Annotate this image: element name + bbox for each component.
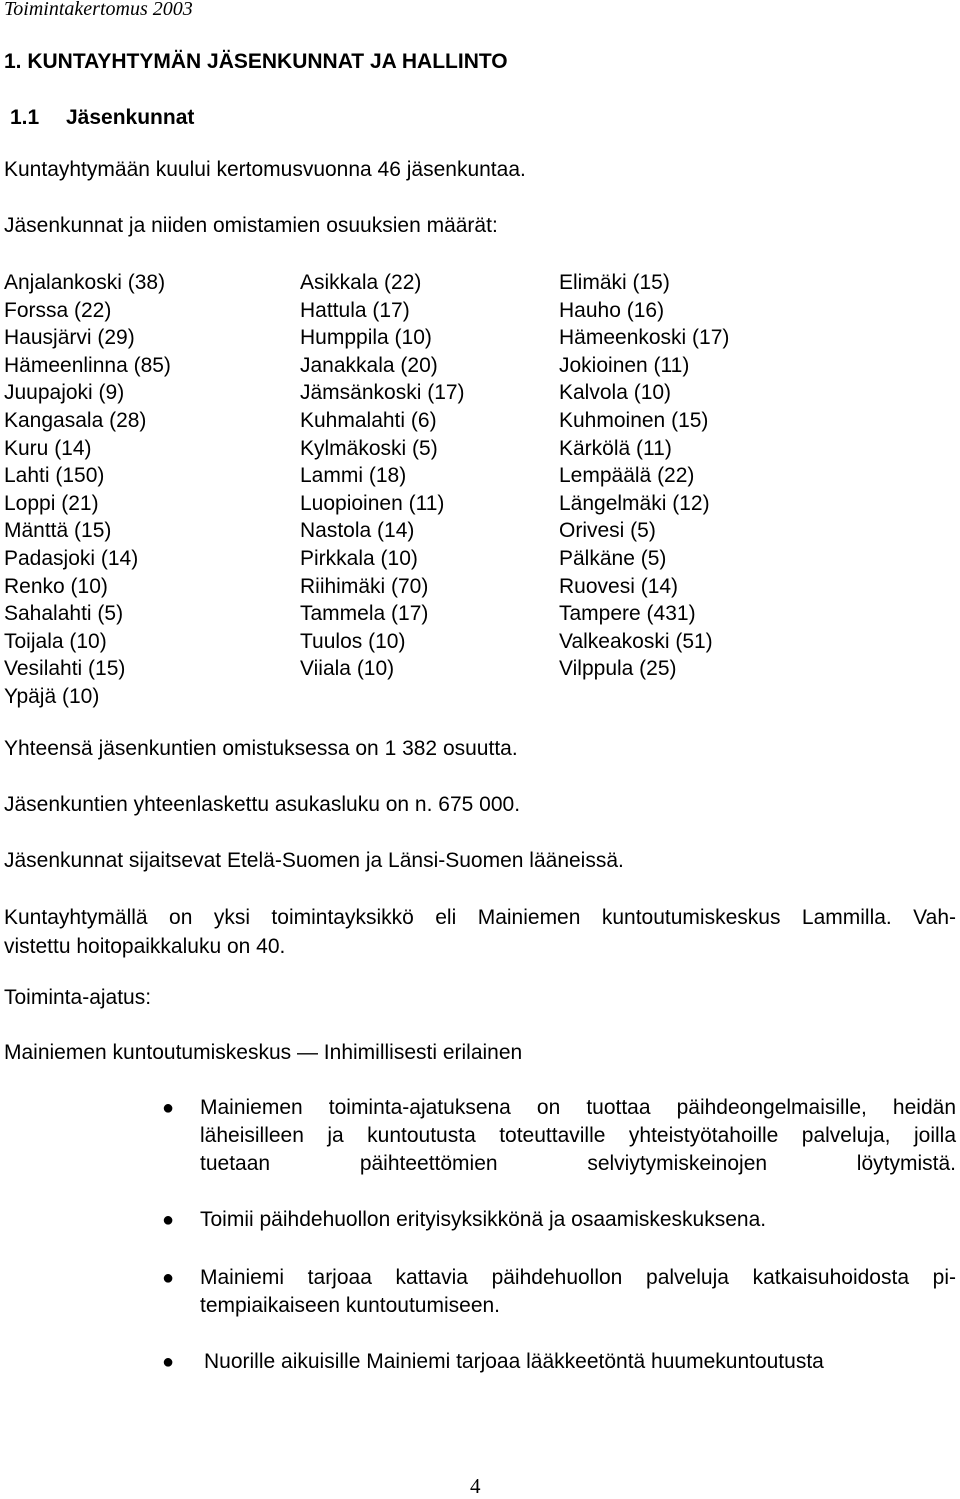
member-item: Viiala (10): [300, 657, 395, 681]
member-item: Humppila (10): [300, 326, 432, 350]
member-column-3: [559, 269, 729, 683]
member-item: Renko (10): [4, 574, 108, 598]
bullet-icon: ●: [162, 1351, 175, 1373]
section-title: Jäsenkunnat: [66, 106, 195, 129]
member-item: Ruovesi (14): [559, 574, 679, 598]
bullet-icon: ●: [162, 1267, 175, 1289]
member-item: Lahti (150): [4, 464, 105, 488]
bullet-icon: ●: [162, 1209, 175, 1231]
member-item: Padasjoki (14): [4, 546, 139, 570]
member-item: Vilppula (25): [559, 657, 677, 681]
member-item: Längelmäki (12): [559, 491, 710, 515]
member-item: Kuhmalahti (6): [300, 408, 437, 432]
member-item: Hausjärvi (29): [4, 326, 135, 350]
page-number: 4: [470, 1474, 481, 1498]
bullet-line: Mainiemen toiminta-ajatuksena on tuottaa päihdeongelmaisille, heidän: [200, 1096, 956, 1119]
member-item: Hattula (17): [300, 298, 410, 322]
member-item: Elimäki (15): [559, 271, 670, 294]
chapter-heading: 1. KUNTAYHTYMÄN JÄSENKUNNAT JA HALLINTO: [4, 50, 508, 73]
member-item: Luopioinen (11): [300, 491, 445, 515]
unit-paragraph-line-2: vistettu hoitopaikkaluku on 40.: [4, 935, 286, 958]
member-item: Kuhmoinen (15): [559, 408, 709, 432]
member-item: Kylmäkoski (5): [300, 436, 438, 460]
member-item: Forssa (22): [4, 298, 112, 322]
member-item: Hämeenkoski (17): [559, 326, 730, 350]
mission-statement: Mainiemen kuntoutumiskeskus — Inhimillisesti erilainen: [4, 1041, 523, 1064]
member-item: Sahalahti (5): [4, 602, 124, 626]
member-item: Tammela (17): [300, 602, 429, 626]
member-item: Janakkala (20): [300, 353, 438, 377]
bullet-text: [200, 1094, 956, 1178]
intro-paragraph: Kuntayhtymään kuului kertomusvuonna 46 jäsenkuntaa.: [4, 158, 526, 181]
bullet-text: Toimii päihdehuollon erityisyksikkönä ja osaamiskeskuksena.: [200, 1208, 767, 1231]
total-shares: Yhteensä jäsenkuntien omistuksessa on 1 382 osuutta.: [4, 737, 518, 760]
bullet-line: tuetaan päihteettömien selviytymiskeinojen löytymistä.: [200, 1152, 956, 1175]
member-item: Kuru (14): [4, 436, 92, 460]
member-item: Kärkölä (11): [559, 436, 672, 460]
member-item: Hauho (16): [559, 298, 665, 322]
member-item: Valkeakoski (51): [559, 629, 713, 653]
unit-paragraph: [4, 903, 956, 961]
member-item: Pirkkala (10): [300, 546, 418, 570]
member-item: Juupajoki (9): [4, 381, 125, 405]
member-item: Lammi (18): [300, 464, 407, 488]
member-item: Jämsänkoski (17): [300, 381, 465, 405]
running-header: Toimintakertomus 2003: [4, 0, 193, 20]
member-item: Asikkala (22): [300, 271, 422, 294]
member-item: Pälkäne (5): [559, 546, 667, 570]
bullet-text: Nuorille aikuisille Mainiemi tarjoaa lääkkeetöntä huumekuntoutusta: [204, 1350, 824, 1373]
member-item: Orivesi (5): [559, 519, 656, 543]
member-item: Tuulos (10): [300, 629, 406, 653]
bullet-icon: ●: [162, 1097, 175, 1119]
member-item: Anjalankoski (38): [4, 271, 166, 294]
member-item: Kangasala (28): [4, 408, 147, 432]
member-item: Ypäjä (10): [4, 684, 100, 708]
member-location: Jäsenkunnat sijaitsevat Etelä-Suomen ja Länsi-Suomen lääneissä.: [4, 849, 624, 872]
member-item: Hämeenlinna (85): [4, 353, 171, 377]
mission-label: Toiminta-ajatus:: [4, 986, 152, 1009]
bullet-line: tempiaikaiseen kuntoutumiseen.: [200, 1294, 501, 1317]
total-population: Jäsenkuntien yhteenlaskettu asukasluku on n. 675 000.: [4, 793, 521, 816]
section-number: 1.1: [10, 106, 40, 129]
member-item: Kalvola (10): [559, 381, 672, 405]
member-item: Riihimäki (70): [300, 574, 429, 598]
section-heading: [10, 106, 194, 130]
member-column-1: [4, 269, 171, 711]
list-intro: Jäsenkunnat ja niiden omistamien osuuksien määrät:: [4, 214, 498, 237]
member-item: Toijala (10): [4, 629, 107, 653]
member-item: Loppi (21): [4, 491, 99, 515]
member-item: Mänttä (15): [4, 519, 112, 543]
bullet-line: läheisilleen ja kuntoutusta toteuttaville yhteistyötahoille palveluja, joilla: [200, 1124, 956, 1147]
member-item: Nastola (14): [300, 519, 415, 543]
bullet-text: [200, 1264, 956, 1320]
member-item: Jokioinen (11): [559, 353, 690, 377]
member-item: Lempäälä (22): [559, 464, 695, 488]
member-item: Tampere (431): [559, 602, 696, 626]
member-column-2: [300, 269, 465, 683]
member-item: Vesilahti (15): [4, 657, 126, 681]
bullet-line: Mainiemi tarjoaa kattavia päihdehuollon palveluja katkaisuhoidosta pi-: [200, 1266, 956, 1289]
unit-paragraph-line-1: Kuntayhtymällä on yksi toimintayksikkö eli Mainiemen kuntoutumiskeskus Lammilla. Vah-: [4, 906, 956, 929]
